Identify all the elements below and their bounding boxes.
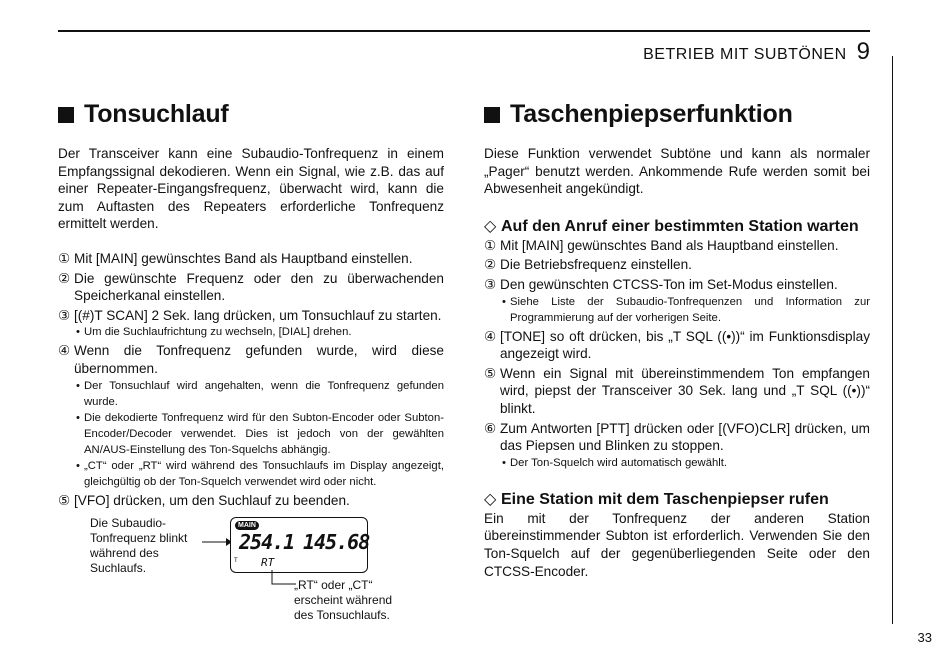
lcd-rt-indicator: RT xyxy=(261,556,275,569)
figure-caption-left: Die Subaudio-Tonfrequenz blinkt während des Suchlaufs. xyxy=(90,516,188,575)
step-5: ⑤ Wenn ein Signal mit übereinstimmendem Ton empfangen wird, piepst der Transceiver 30 Sek. lang und „T SQL ((•))“ blinkt. xyxy=(484,365,870,416)
subheading-call-station: ◇ Eine Station mit dem Taschenpiepser rufen xyxy=(484,490,829,508)
lcd-t-indicator: T xyxy=(234,558,238,564)
page-number: 33 xyxy=(917,630,932,645)
step-3-note: • Um die Suchlaufrichtung zu wechseln, [DIAL] drehen. xyxy=(76,326,352,339)
chapter-number: 9 xyxy=(856,38,870,65)
main-badge: MAIN xyxy=(235,521,259,530)
lcd-display xyxy=(230,517,368,573)
tonsuchlauf-steps xyxy=(58,250,444,509)
right-column xyxy=(484,100,870,580)
square-bullet-icon xyxy=(58,107,74,123)
step-6-note: • Der Ton-Squelch wird automatisch gewählt. xyxy=(502,456,728,469)
tonsuchlauf-heading: Tonsuchlauf xyxy=(58,100,444,129)
taschenpiepser-intro: Diese Funktion verwendet Subtöne und kann als normaler „Pager“ benutzt werden. Ankommende Rufe werden somit bei Abwesenheit angekündigt. xyxy=(484,146,870,197)
step-5: ⑤ [VFO] drücken, um den Suchlauf zu beenden. xyxy=(58,492,350,508)
step-4-note-1: • Der Tonsuchlauf wird angehalten, wenn die Tonfrequenz gefunden wurde. xyxy=(76,379,444,408)
step-4-note-3: • „CT“ oder „RT“ wird während des Tonsuchlaufs im Display angezeigt, gleichgültig ob der Ton-Squelch verwendet wird oder nicht. xyxy=(76,459,444,488)
step-2: ② Die Betriebsfrequenz einstellen. xyxy=(484,257,692,273)
subheading-wait-for-call: ◇ Auf den Anruf einer bestimmten Station warten xyxy=(484,217,859,235)
figure-caption-right: „RT“ oder „CT“ erscheint während des Tonsuchlaufs. xyxy=(294,578,393,622)
step-3: ③ [(#)T SCAN] 2 Sek. lang drücken, um Tonsuchlauf zu starten. xyxy=(58,307,442,323)
step-4: ④ [TONE] so oft drücken, bis „T SQL ((•))“ im Funktionsdisplay angezeigt wird. xyxy=(484,328,870,362)
tonsuchlauf-intro: Der Transceiver kann eine Subaudio-Tonfrequenz in einem Empfangssignal dekodieren. Wenn ein Signal, wie z.B. das auf einer Repeater-Eingangsfrequenz, überwacht wird, kann die zum Auftasten des Repeaters erforderliche Tonfrequenz ermittelt werden. xyxy=(58,146,444,232)
call-station-text: Ein mit der Tonfrequenz der anderen Station übereinstimmender Subton ist erforderlich. Verwenden Sie den Ton-Squelch auf der gegenüberliegenden Seite oder den CTCSS-Encoder. xyxy=(484,510,870,579)
running-header xyxy=(643,38,870,66)
step-6: ⑥ Zum Antworten [PTT] drücken oder [(VFO)CLR] drücken, um das Piepsen und Blinken zu stoppen. xyxy=(484,420,870,454)
taschenpiepser-heading: Taschenpiepserfunktion xyxy=(484,100,870,129)
step-3: ③ Den gewünschten CTCSS-Ton im Set-Modus einstellen. xyxy=(484,276,838,292)
margin-rule xyxy=(892,56,893,624)
lcd-figure xyxy=(90,514,420,634)
pointer-arrow-icon xyxy=(202,536,232,548)
diamond-icon: ◇ xyxy=(484,217,497,235)
diamond-icon: ◇ xyxy=(484,490,497,508)
square-bullet-icon xyxy=(484,107,500,123)
lcd-tone-frequency: 254.1 xyxy=(239,530,295,554)
section-title: BETRIEB MIT SUBTÖNEN xyxy=(643,46,847,63)
step-4: ④ Wenn die Tonfrequenz gefunden wurde, wird diese übernommen. xyxy=(58,343,444,376)
top-rule xyxy=(58,30,870,32)
step-1: ① Mit [MAIN] gewünschtes Band als Hauptband einstellen. xyxy=(484,237,839,253)
left-column xyxy=(58,100,444,509)
lcd-operating-frequency: 145.68 xyxy=(303,530,370,554)
step-4-note-2: • Die dekodierte Tonfrequenz wird für den Subton-Encoder oder Subton-Encoder/Decoder verwendet. Dies ist jedoch von der gewählten AN/AUS-Einstellung des Ton-Squelchs abhängig. xyxy=(76,411,444,456)
step-3-note: • Siehe Liste der Subaudio-Tonfrequenzen und Information zur Programmierung auf der vorherigen Seite. xyxy=(502,295,870,324)
step-1: ① Mit [MAIN] gewünschtes Band als Hauptband einstellen. xyxy=(58,250,413,266)
step-2: ② Die gewünschte Frequenz oder den zu überwachenden Speicherkanal einstellen. xyxy=(58,270,444,304)
wait-steps xyxy=(484,237,870,471)
